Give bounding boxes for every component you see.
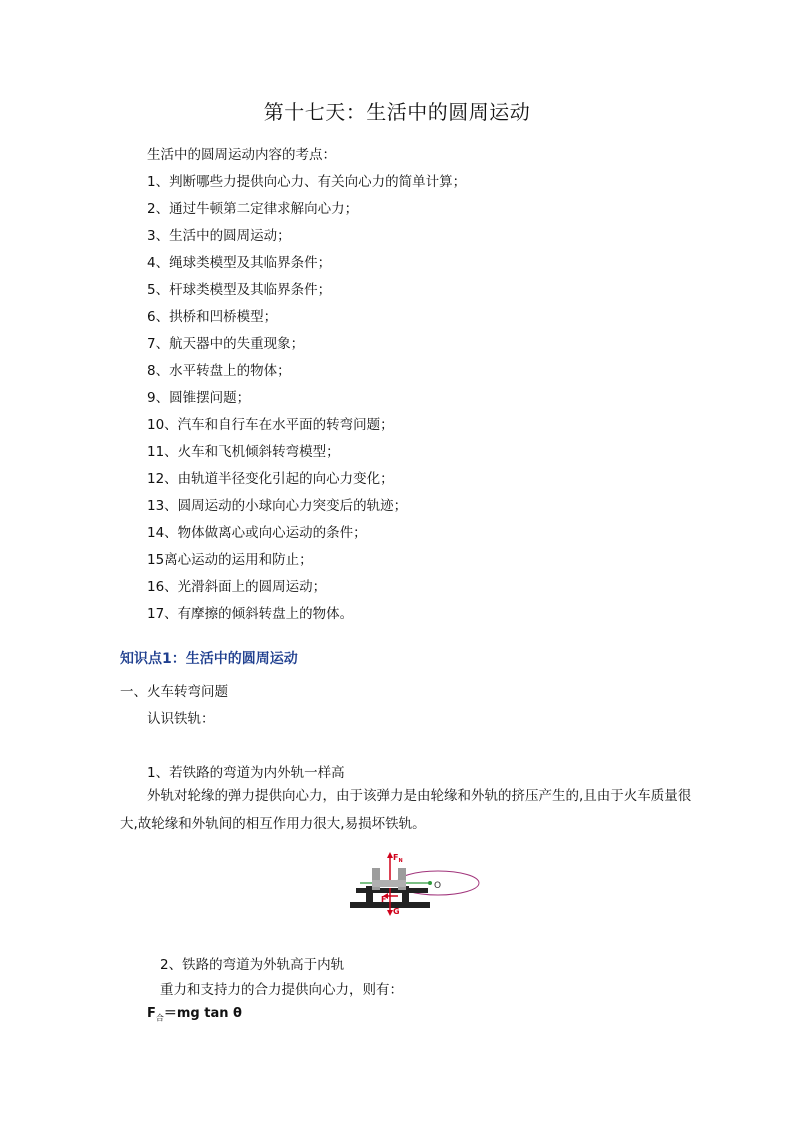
topic-item: 6、拱桥和凹桥模型； (147, 309, 278, 325)
topic-item: 9、圆锥摆问题； (147, 390, 251, 406)
case-2-text: 重力和支持力的合力提供向心力，则有： (160, 982, 403, 998)
topic-item: 1、判断哪些力提供向心力、有关向心力的简单计算； (147, 174, 467, 190)
axle (372, 880, 406, 887)
section-subheading: 认识铁轨： (147, 711, 215, 727)
topic-item: 15离心运动的运用和防止； (147, 552, 313, 568)
intro-text: 生活中的圆周运动内容的考点： (147, 147, 336, 163)
rail-force-diagram (340, 846, 490, 918)
normal-force-label: $F_N$ (393, 853, 403, 864)
case-1-title: 1、若铁路的弯道为内外轨一样高 (147, 765, 345, 781)
topic-item: 7、航天器中的失重现象； (147, 336, 305, 352)
topic-item: 5、杆球类模型及其临界条件； (147, 282, 332, 298)
case-1-text: 外轨对轮缘的弹力提供向心力，由于该弹力是由轮缘和外轨的挤压产生的,且由于火车质量很大,故轮缘和外轨间的相互作用力很大,易损坏铁轨。 (120, 788, 692, 832)
center-dot (428, 881, 432, 885)
knowledge-point-heading: 知识点1：生活中的圆周运动 (120, 651, 298, 667)
topic-item: 14、物体做离心或向心运动的条件； (147, 525, 367, 541)
topic-item: 13、圆周运动的小球向心力突变后的轨迹； (147, 498, 408, 514)
topic-item: 17、有摩擦的倾斜转盘上的物体。 (147, 606, 354, 622)
topic-item: 12、由轨道半径变化引起的向心力变化； (147, 471, 394, 487)
topic-item: 3、生活中的圆周运动； (147, 228, 291, 244)
page-title: 第十七天：生活中的圆周运动 (263, 100, 531, 124)
rail-post-left (366, 886, 373, 904)
gravity-label: G (393, 907, 400, 916)
flange-force-label: F (381, 895, 387, 904)
topic-item: 16、光滑斜面上的圆周运动； (147, 579, 327, 595)
topic-item: 8、水平转盘上的物体； (147, 363, 291, 379)
case-2-title: 2、铁路的弯道为外轨高于内轨 (160, 957, 345, 973)
topic-item: 4、绳球类模型及其临界条件； (147, 255, 332, 271)
topic-item: 2、通过牛顿第二定律求解向心力； (147, 201, 359, 217)
topic-item: 10、汽车和自行车在水平面的转弯问题； (147, 417, 394, 433)
topic-item: 11、火车和飞机倾斜转弯模型； (147, 444, 340, 460)
section-heading: 一、火车转弯问题 (120, 684, 228, 700)
formula: $F_合=mg$ tan θ (147, 1006, 242, 1023)
center-label-o: O (434, 881, 442, 891)
